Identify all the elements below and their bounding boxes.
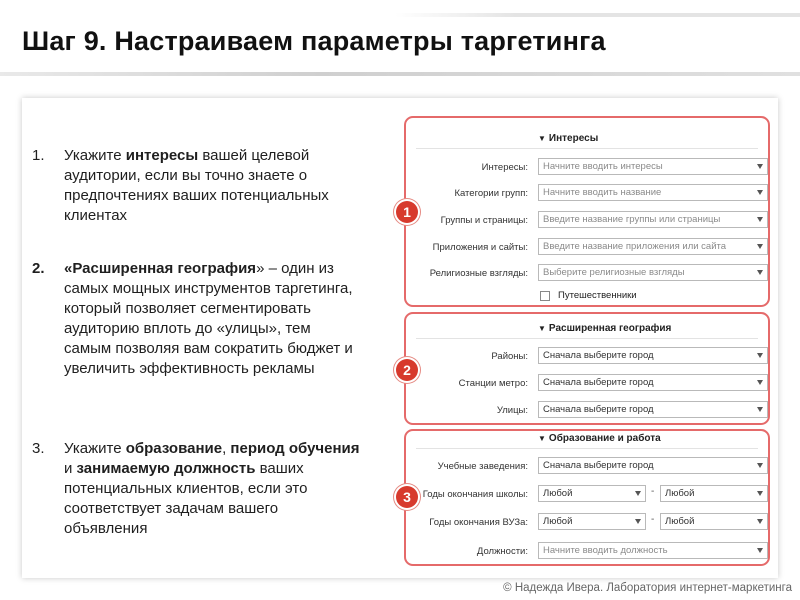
position-input[interactable]	[538, 542, 768, 559]
dropdown-arrow-icon	[757, 353, 763, 358]
text-part: ,	[222, 440, 231, 457]
section-title: Образование и работа	[548, 433, 661, 444]
select-value: Любой	[665, 516, 695, 527]
education-panel	[404, 429, 770, 566]
placeholder-text: Начните вводить интересы	[543, 161, 663, 172]
school-year-from-select[interactable]	[538, 485, 646, 502]
step-badge-1: 1	[396, 201, 418, 223]
text-part: » – один из самых мощных инструментов таргетинга, который позволяет сегментировать аудиторию вплоть до «улицы», тем самым позволяя вам сократить бюджет и увеличить эффективность рекламы	[64, 260, 353, 377]
apps-sites-input[interactable]	[538, 238, 768, 255]
streets-select[interactable]	[538, 401, 768, 418]
groups-pages-input[interactable]	[538, 211, 768, 228]
dropdown-arrow-icon	[757, 463, 763, 468]
extended-geo-panel	[404, 312, 770, 425]
footer-copyright: © Надежда Ивера. Лаборатория интернет-маркетинга	[503, 582, 792, 594]
university-year-from-select[interactable]	[538, 513, 646, 530]
text-part-bold: период обучения	[230, 440, 360, 457]
section-title: Интересы	[548, 133, 599, 144]
placeholder-text: Начните вводить название	[543, 187, 662, 198]
collapse-triangle-icon: ▼	[538, 434, 546, 443]
dropdown-arrow-icon	[635, 491, 641, 496]
travelers-checkbox[interactable]	[540, 291, 550, 301]
school-year-to-select[interactable]	[660, 485, 768, 502]
education-header[interactable]	[538, 433, 661, 444]
text-part: ваших потенциальных клиентов, если это соответствует задачам вашего объявления	[64, 460, 308, 537]
step-badge-3: 3	[396, 486, 418, 508]
field-label: Приложения и сайты:	[432, 242, 528, 253]
range-separator: -	[651, 514, 655, 525]
text-part: и	[64, 460, 77, 477]
placeholder-text: Введите название приложения или сайта	[543, 241, 727, 252]
list-item-text	[64, 259, 360, 379]
group-categories-input[interactable]	[538, 184, 768, 201]
title-underline	[0, 72, 800, 76]
section-title: Расширенная география	[548, 323, 672, 334]
divider	[416, 448, 758, 449]
field-label: Районы:	[491, 351, 528, 362]
university-year-to-select[interactable]	[660, 513, 768, 530]
field-label: Должности:	[476, 546, 528, 557]
text-part-bold: интересы	[125, 147, 199, 164]
religious-views-select[interactable]	[538, 264, 768, 281]
placeholder-text: Выберите религиозные взгляды	[543, 267, 685, 278]
text-part-bold: образование	[125, 440, 223, 457]
field-label: Годы окончания школы:	[422, 489, 528, 500]
text-part-bold: «Расширенная география	[64, 260, 257, 277]
field-label: Станции метро:	[458, 378, 528, 389]
field-label: Религиозные взгляды:	[429, 268, 528, 279]
text-part: Укажите	[64, 147, 126, 164]
placeholder-text: Введите название группы или страницы	[543, 214, 721, 225]
field-label: Учебные заведения:	[437, 461, 528, 472]
select-value: Любой	[665, 488, 695, 499]
select-value: Любой	[543, 488, 573, 499]
select-value: Сначала выберите город	[543, 377, 654, 388]
field-label: Группы и страницы:	[440, 215, 528, 226]
divider	[416, 338, 758, 339]
text-part: вашей целевой аудитории, если вы точно знаете о предпочтениях ваших потенциальных клиентах	[64, 147, 329, 224]
list-item-text	[64, 146, 360, 226]
select-value: Сначала выберите город	[543, 460, 654, 471]
checkbox-label[interactable]: Путешественники	[558, 290, 637, 301]
collapse-triangle-icon: ▼	[538, 134, 546, 143]
list-number: 1.	[32, 147, 45, 164]
dropdown-arrow-icon	[757, 270, 763, 275]
range-separator: -	[651, 486, 655, 497]
list-item-text	[64, 439, 360, 539]
step-badge-2: 2	[396, 359, 418, 381]
geo-header[interactable]	[538, 323, 671, 334]
dropdown-arrow-icon	[757, 244, 763, 249]
interests-input[interactable]	[538, 158, 768, 175]
select-value: Любой	[543, 516, 573, 527]
collapse-triangle-icon: ▼	[538, 324, 546, 333]
dropdown-arrow-icon	[757, 548, 763, 553]
dropdown-arrow-icon	[635, 519, 641, 524]
dropdown-arrow-icon	[757, 380, 763, 385]
dropdown-arrow-icon	[757, 190, 763, 195]
slide-title: Шаг 9. Настраиваем параметры таргетинга	[22, 26, 606, 56]
top-decorative-rule	[395, 13, 800, 17]
list-number: 2.	[32, 260, 45, 277]
select-value: Сначала выберите город	[543, 350, 654, 361]
divider	[416, 148, 758, 149]
dropdown-arrow-icon	[757, 407, 763, 412]
institutions-select[interactable]	[538, 457, 768, 474]
districts-select[interactable]	[538, 347, 768, 364]
field-label: Годы окончания ВУЗа:	[429, 517, 528, 528]
dropdown-arrow-icon	[757, 217, 763, 222]
dropdown-arrow-icon	[757, 519, 763, 524]
text-part-bold: занимаемую должность	[76, 460, 256, 477]
field-label: Категории групп:	[454, 188, 528, 199]
interests-header[interactable]	[538, 133, 598, 144]
metro-stations-select[interactable]	[538, 374, 768, 391]
placeholder-text: Начните вводить должность	[543, 545, 668, 556]
interests-panel	[404, 116, 770, 307]
field-label: Улицы:	[496, 405, 528, 416]
select-value: Сначала выберите город	[543, 404, 654, 415]
dropdown-arrow-icon	[757, 164, 763, 169]
dropdown-arrow-icon	[757, 491, 763, 496]
list-number: 3.	[32, 440, 45, 457]
field-label: Интересы:	[481, 162, 528, 173]
text-part: Укажите	[64, 440, 126, 457]
